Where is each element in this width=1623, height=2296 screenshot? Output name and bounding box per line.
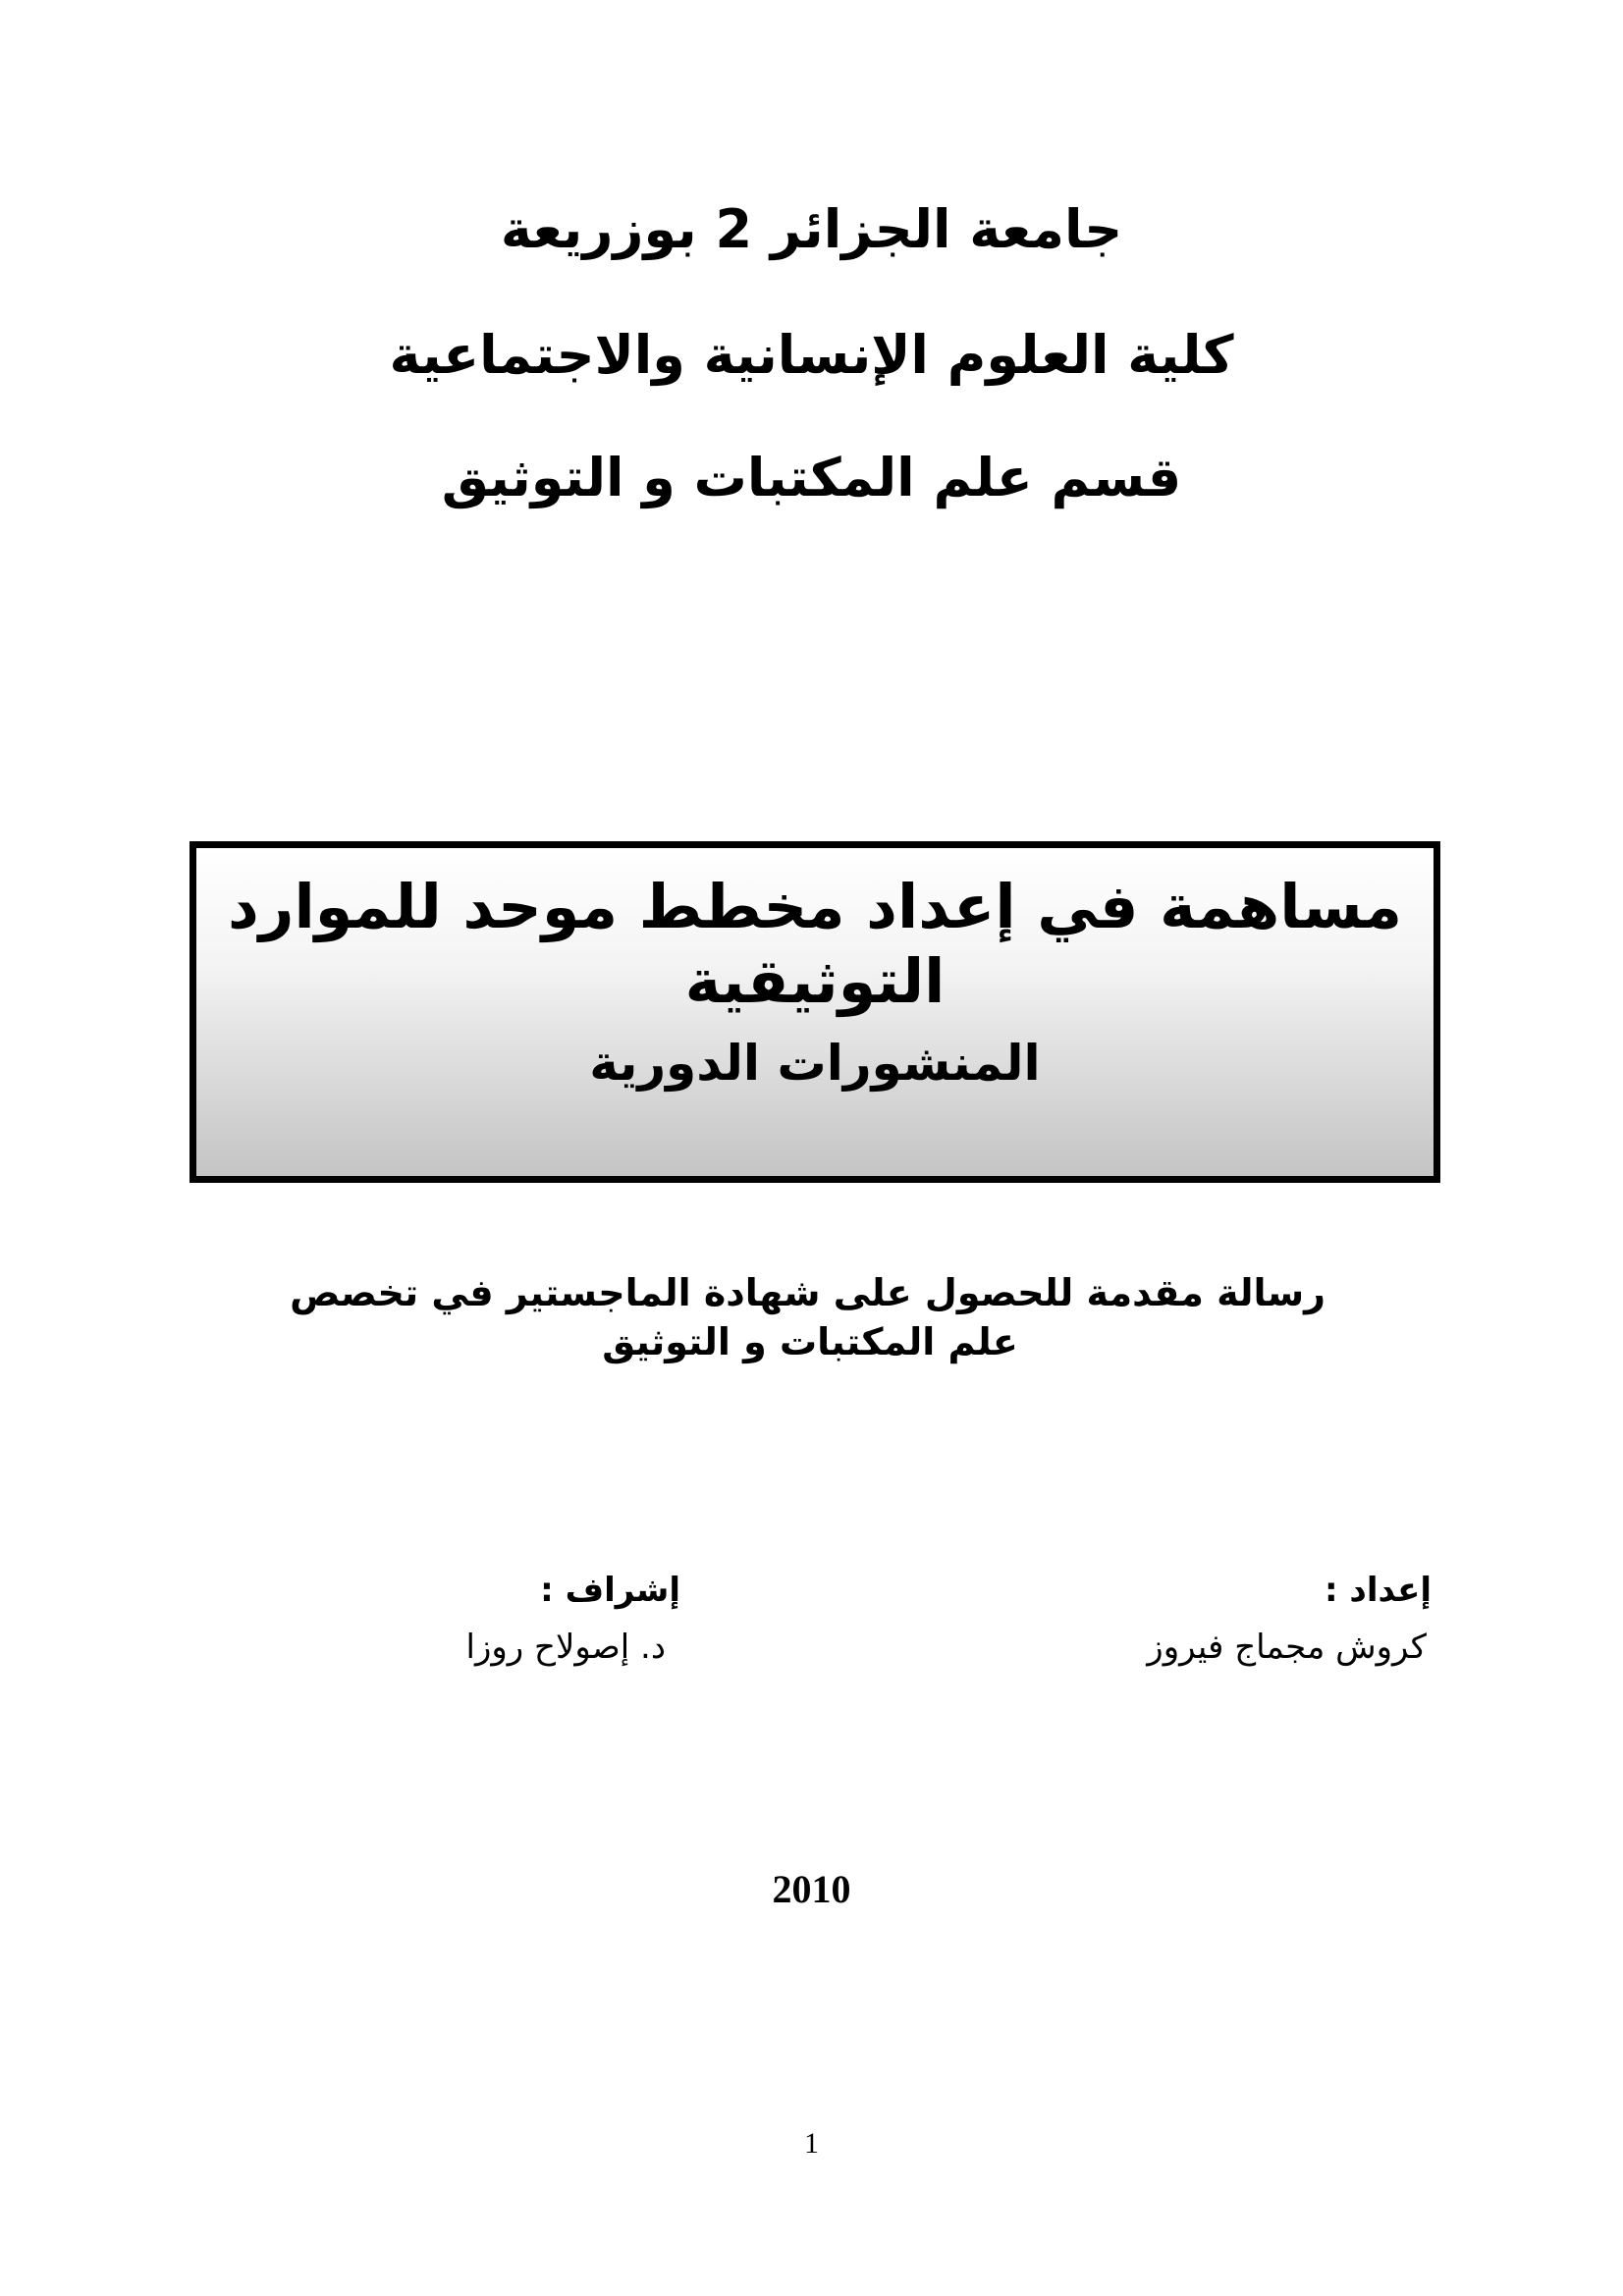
prepared-by-label: إعداد : — [1324, 1571, 1432, 1610]
publication-year: 2010 — [772, 1867, 851, 1911]
author-name: كروش مجماج فيروز — [1147, 1628, 1427, 1667]
department-name: قسم علم المكتبات و التوثيق — [441, 447, 1182, 508]
thesis-description-line-1: رسالة مقدمة للحصول على شهادة الماجستير في تخصص — [290, 1271, 1325, 1314]
page-number: 1 — [804, 2127, 819, 2160]
faculty-name: كلية العلوم الإنسانية والاجتماعية — [389, 324, 1234, 386]
thesis-description-line-2: علم المكتبات و التوثيق — [602, 1320, 1018, 1363]
thesis-title — [196, 870, 1434, 1019]
thesis-title-line-1: مساهمة في إعداد مخطط موحد للموارد — [227, 871, 1403, 942]
supervisor-name: د. إصولاح روزا — [465, 1628, 666, 1667]
thesis-title-line-2: التوثيقية — [684, 945, 946, 1017]
thesis-title-box — [189, 841, 1440, 1183]
university-name: جامعة الجزائر 2 بوزريعة — [500, 198, 1123, 260]
thesis-description — [290, 1268, 1325, 1366]
thesis-subtitle: المنشورات الدورية — [589, 1035, 1041, 1092]
supervision-label: إشراف : — [540, 1571, 680, 1610]
